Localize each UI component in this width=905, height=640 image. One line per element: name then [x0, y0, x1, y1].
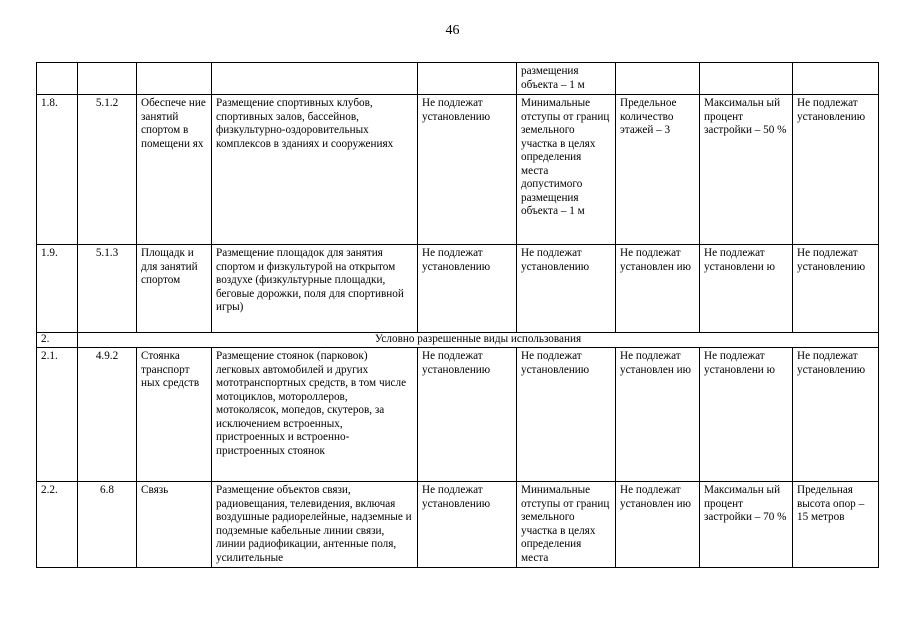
other-limits: Не подлежат установлению: [793, 245, 879, 333]
floor-limits: Не подлежат установлен ию: [616, 482, 700, 568]
floor-limits: Предельное количество этажей – 3: [616, 95, 700, 245]
table-row: [37, 95, 879, 245]
use-code: 6.8: [78, 482, 137, 568]
use-description: Размещение стоянок (парковок) легковых автомобилей и других мототранспортных средств, в том числе мотоциклов, мотороллеров, мотоколясок, мопедов, скутеров, за исключением встроенных, пристроенных и встроенно-пристроенных стоянок: [212, 348, 418, 482]
table-row: [37, 63, 879, 95]
use-name: Стоянка транспорт ных средств: [137, 348, 212, 482]
row-number: [37, 63, 78, 95]
area-limits: Не подлежат установлению: [418, 482, 517, 568]
use-name: Связь: [137, 482, 212, 568]
area-limits: [418, 63, 517, 95]
regulations-table: [36, 62, 879, 568]
use-description: Размещение спортивных клубов, спортивных залов, бассейнов, физкультурно-оздоровительных комплексов в зданиях и сооружениях: [212, 95, 418, 245]
coverage-limits: Не подлежат установлени ю: [700, 245, 793, 333]
use-description: Размещение объектов связи, радиовещания, телевидения, включая воздушные радиорелейные, надземные и подземные кабельные линии связи, линии радиофикации, антенные поля, усилительные: [212, 482, 418, 568]
area-limits: Не подлежат установлению: [418, 348, 517, 482]
use-name: [137, 63, 212, 95]
use-name: Площадк и для занятий спортом: [137, 245, 212, 333]
other-limits: [793, 63, 879, 95]
use-description: Размещение площадок для занятия спортом и физкультурой на открытом воздухе (физкультурные площадки, беговые дорожки, поля для спортивной игры): [212, 245, 418, 333]
page-number: 46: [445, 23, 460, 38]
row-number: 1.8.: [37, 95, 78, 245]
table-row: [37, 482, 879, 568]
other-limits: Не подлежат установлению: [793, 95, 879, 245]
coverage-limits: Не подлежат установлени ю: [700, 348, 793, 482]
use-code: 5.1.2: [78, 95, 137, 245]
table-row: [37, 245, 879, 333]
use-name: Обеспече ние занятий спортом в помещени ях: [137, 95, 212, 245]
table-row: [37, 348, 879, 482]
use-code: 4.9.2: [78, 348, 137, 482]
section-row: [37, 333, 879, 348]
area-limits: Не подлежат установлению: [418, 95, 517, 245]
other-limits: Не подлежат установлению: [793, 348, 879, 482]
floor-limits: Не подлежат установлен ию: [616, 348, 700, 482]
other-limits: Предельная высота опор – 15 метров: [793, 482, 879, 568]
use-code: [78, 63, 137, 95]
use-code: 5.1.3: [78, 245, 137, 333]
coverage-limits: Максимальн ый процент застройки – 70 %: [700, 482, 793, 568]
setback-limits: Не подлежат установлению: [517, 245, 616, 333]
floor-limits: [616, 63, 700, 95]
row-number: 2.2.: [37, 482, 78, 568]
coverage-limits: Максимальн ый процент застройки – 50 %: [700, 95, 793, 245]
use-description: [212, 63, 418, 95]
setback-limits: Минимальные отступы от границ земельного участка в целях определения места: [517, 482, 616, 568]
floor-limits: Не подлежат установлен ию: [616, 245, 700, 333]
setback-limits: Минимальные отступы от границ земельного участка в целях определения места допустимого размещения объекта – 1 м: [517, 95, 616, 245]
row-number: 1.9.: [37, 245, 78, 333]
area-limits: Не подлежат установлению: [418, 245, 517, 333]
coverage-limits: [700, 63, 793, 95]
section-number: 2.: [37, 333, 78, 348]
setback-limits: размещения объекта – 1 м: [517, 63, 616, 95]
setback-limits: Не подлежат установлению: [517, 348, 616, 482]
row-number: 2.1.: [37, 348, 78, 482]
section-title: Условно разрешенные виды использования: [78, 333, 879, 348]
